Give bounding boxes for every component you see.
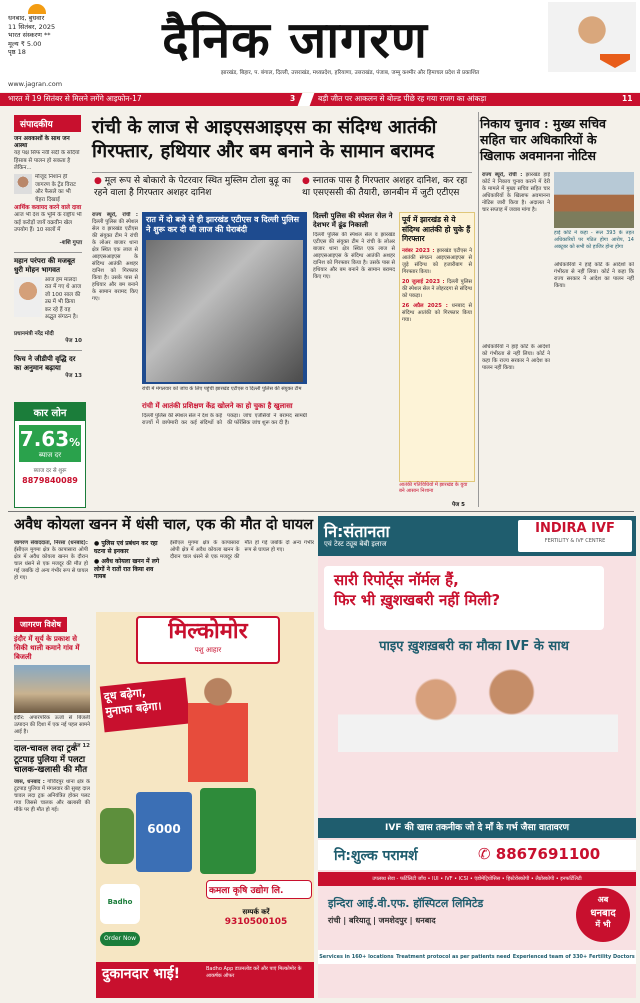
- lead-bullet-2-text: स्नातक पास है गिरफ्तार अशहर दानिश, कर रहा था एसएससी की तैयारी, छानबीन में जुटी एटीएस: [302, 176, 468, 198]
- timeline-date: 26 अप्रैल 2025 :: [402, 302, 448, 309]
- car-loan-rate: 7.63: [19, 427, 70, 451]
- ivf-footer-item: Experienced team of 330+ Fertility Doctors: [512, 954, 635, 960]
- lead-rule: [92, 172, 472, 173]
- fitch-headline[interactable]: फिच ने जीडीपी वृद्धि दर का अनुमान बढ़ाया: [14, 354, 76, 372]
- special-cell-text: दिल्ली पुलिस की स्पेशल सेल व झारखंड एटीएस की संयुक्त टीम ने रांची के लोअर बाजार थाना क्षेत्र स्थित एक लाज से आइएसआइएस के संदिग्ध आतंकी अशहर दानिश को गिरफ्तार किया है। उसके पास से हथियार और बम बनाने के सामान बरामद किए गए।: [313, 232, 395, 280]
- ivf-ad[interactable]: [318, 516, 636, 998]
- mining-dateline: जागरण संवाददाता, निरसा (धनबाद):: [14, 540, 88, 546]
- slogan-bottom: मुनाफा बढ़ेगा।: [104, 699, 163, 719]
- special-cell-title[interactable]: दिल्ली पुलिस की स्पेशल सेल ने देशभर में ढूंढ निकाली: [313, 212, 393, 229]
- ivf-brand: INDIRA IVF: [535, 521, 615, 536]
- chart-caption: आतंकी गतिविधियों में झारखंड के युवा बने आसान निशाना: [399, 482, 468, 494]
- shopkeeper-text: दुकानदार भाई!: [102, 966, 180, 982]
- mining-headline[interactable]: अवैध कोयला खनन में धंसी चाल, एक की मौत दो घायल: [14, 516, 314, 533]
- slogan-top: दूध बढ़ेगा,: [103, 685, 147, 704]
- badge-top: अब: [597, 895, 609, 904]
- masthead: [0, 0, 640, 92]
- milkomor-brand: मिल्कोमोर: [168, 619, 248, 644]
- special-cell-story: [313, 212, 395, 502]
- dal-story: [14, 740, 90, 979]
- ivf-footer: [318, 950, 636, 964]
- ivf-header-sub: एवं टेस्ट ट्यूब बेबी इलाज: [324, 540, 387, 548]
- ivf-header: [318, 516, 636, 556]
- timeline-date: नवंबर 2023 :: [402, 247, 435, 254]
- ivf-header-left: नि:संतानता: [324, 522, 390, 541]
- mining-bullet-text: पुलिस एवं प्रबंधन कर रहा घटना से इनकार: [94, 540, 158, 555]
- badge-mid: धनबाद: [590, 908, 616, 919]
- lead-headline[interactable]: रांची के लाज से आइएसआइएस का संदिग्ध आतंकी गिरफ्तार, हथियार और बम बनाने के सामान बरामद: [92, 117, 437, 162]
- ivf-q2: फिर भी ख़ुशखबरी नहीं मिली?: [334, 591, 501, 609]
- mining-body: [14, 540, 88, 608]
- mining-bullet: ● पुलिस एवं प्रबंधन कर रहा घटना से इनकार: [94, 540, 158, 555]
- dal-body: [14, 779, 90, 979]
- editions-line: झारखंड, बिहार, प. बंगाल, दिल्ली, उत्तराखंड, मध्यप्रदेश, हरियाणा, उत्तराखंड, पंजाब, जम्मू कश्मीर और हिमाचल प्रदेश से प्रकाशित: [220, 70, 480, 76]
- headline-strip: [0, 93, 640, 106]
- badho-note: Badho App डाउनलोड करें और पाएं मिल्कोमोर के आकर्षक ऑफर: [206, 966, 302, 979]
- lead-bullet-1: ● मूल रूप से बोकारो के पेटरवार स्थित मुस्लिम टोला बुढ़ू का रहने वाला है गिरफ्तार अशहर दानिश: [94, 176, 291, 198]
- newspaper-brand[interactable]: दैनिक जागरण: [162, 10, 428, 69]
- right-dateline: राज्य ब्यूरो, रांची :: [482, 172, 523, 178]
- ivf-phone[interactable]: [478, 845, 600, 863]
- feed-bag-green: [200, 788, 256, 874]
- vishesh-text: इंदौर: अपारंपरिक ऊर्जा से बिजली उत्पादन की दिशा में एक नई पहल सामने आई है।: [14, 715, 90, 735]
- photo-headline: रात में दो बजे से ही झारखंड एटीएस व दिल्ली पुलिस ने शुरू कर दी थी लाज की घेराबंदी: [146, 215, 299, 234]
- strip-right-page: 11: [622, 94, 633, 103]
- right-body-text: झारखंड हाई कोर्ट ने निकाय चुनाव कराने में देरी के मामले में मुख्य सचिव सहित चार अधिकारियों के खिलाफ अवमानना नोटिस जारी किया है। अदालत ने चार सप्ताह में जवाब मांगा है।: [482, 172, 550, 213]
- editorial-item-title[interactable]: जन अवकाशों के साथ जन आस्था: [14, 136, 70, 149]
- court-photo: [554, 172, 634, 228]
- column-rule: [478, 112, 479, 507]
- section-rule: [8, 511, 634, 512]
- kamla-company: कमला कृषि उद्योग लि.: [209, 886, 284, 896]
- chart-page[interactable]: पेज 5: [452, 502, 465, 508]
- mining-body-text: ईसीएल मुगमा क्षेत्र के कापासारा ओपी क्षेत्र में अवैध कोयला खनन के दौरान चाल धंसने से एक मजदूर की मौत हो गई जबकि दो अन्य गंभीर रूप से घायल हो गए।: [14, 547, 88, 581]
- timeline-date: 20 जुलाई 2023 :: [402, 278, 445, 285]
- car-loan-title: कार लोन: [15, 403, 85, 421]
- opinion-author: प्रधानमंत्री नरेंद्र मोदी: [14, 330, 54, 337]
- sun-logo-icon: [28, 4, 46, 14]
- sub-body: दिल्ली पुलिस की स्पेशल सेल ने देश के कई राज्यों में छापेमारी कर कई संदिग्धों को पकड़ा। जांच एजेंसियों ने बरामद सामग्री की फोरेंसिक जांच शुरू कर दी है।: [142, 413, 307, 426]
- ivf-services: उपलब्ध सेवा - फर्टिलिटी जाँच • IUI • IVF • ICSI • एंडोमेट्रियोसिस • हिस्टेरोस्कोपी • लैप्रोस्कोपी • इनफर्टिलिटी: [318, 872, 636, 886]
- right-body-3: अधिकारियों ने हाई कोर्ट के आदेशों को गंभीरता से नहीं लिया। कोर्ट ने कहा कि राज्य सरकार ने आदेश का पालन नहीं किया।: [482, 344, 550, 371]
- mining-bullet: ● अवैध कोयला खनन में लगे लोगों ने रातों रात किया शव गायब: [94, 558, 160, 580]
- date-line: पृष्ठ 18: [8, 48, 26, 56]
- editorial-item-text: यह पक्ष सिफ नवी सदी के सदियों हिसाब से पालन हो सकता है लेकिन...: [14, 150, 80, 171]
- ivf-tagline: IVF की खास तकनीक जो दे माँ के गर्भ जैसा वातावरण: [318, 818, 636, 838]
- ivf-footer-item: Services in 160+ locations: [319, 954, 394, 960]
- ivf-phone-number: 8867691100: [495, 845, 601, 863]
- celebrity-image: [188, 672, 248, 782]
- editorial-author: -शशि गुप्ता: [59, 240, 82, 246]
- order-now-button[interactable]: Order Now: [100, 932, 140, 946]
- date-block: [8, 14, 78, 57]
- date-line: 11 सितंबर, 2025: [8, 22, 56, 31]
- modi-photo: [14, 277, 42, 317]
- vishesh-headline[interactable]: इंदौर में सूर्य के प्रकाश से सिकी थाली कमाने गांव में बिजली: [14, 635, 80, 661]
- lead-bullet-2: ● स्नातक पास है गिरफ्तार अशहर दानिश, कर रहा था एसएससी की तैयारी, छानबीन में जुटी एटीएस: [302, 176, 468, 198]
- lead-photo-block: [142, 212, 307, 384]
- lead-body-text: दिल्ली पुलिस की स्पेशल सेल व झारखंड एटीएस की संयुक्त टीम ने रांची के लोअर बाजार थाना क्षेत्र स्थित एक लाज से आइएसआइएस के संदिग्ध आतंकी अशहर दानिश को गिरफ्तार किया है। उसके पास से हथियार और बम बनाने के सामान बरामद किए गए।: [92, 219, 138, 302]
- right-body-2: अधिकारियों ने हाई कोर्ट के आदेशों को गंभीरता से नहीं लिया। कोर्ट ने कहा कि राज्य सरकार ने आदेश का पालन नहीं किया।: [554, 262, 634, 289]
- strip-right-text[interactable]: बड़ी जीत पर आकलन से बोल्ड पीछे रह गया राजग का आंकड़ा: [318, 94, 487, 103]
- timeline-text: धनबाद से संदिग्ध आतंकी को गिरफ्तार किया गया।: [402, 302, 472, 323]
- car-loan-ad[interactable]: [14, 402, 86, 508]
- car-loan-phone[interactable]: 8879840089: [22, 476, 78, 485]
- right-headline[interactable]: निकाय चुनाव : मुख्य सचिव सहित चार अधिकारियों के खिलाफ अवमानना नोटिस: [480, 116, 606, 163]
- site-url[interactable]: www.jagran.com: [8, 80, 63, 88]
- mining-body-2: ईसीएल मुगमा क्षेत्र के कापासारा ओपी क्षेत्र में अवैध कोयला खनन के दौरान चाल धंसने से एक मजदूर की मौत हो गई जबकि दो अन्य गंभीर रूप से घायल हो गए।: [170, 540, 314, 560]
- mining-bullets: [94, 540, 166, 581]
- milkomor-phone[interactable]: 9310500105: [224, 917, 288, 927]
- cow-image: [100, 808, 134, 864]
- ivf-hospital: इन्दिरा आई.वी.एफ. हॉस्पिटल लिमिटेड: [328, 897, 484, 910]
- vishesh-photo: [14, 665, 90, 713]
- dhanbad-badge: [576, 888, 630, 942]
- phone-icon: ✆: [478, 845, 496, 863]
- jagran-vishesh: [14, 612, 90, 751]
- dal-headline[interactable]: दाल-चावल लदा ट्रक टूटपाड़ पुलिया में पलटा चालक-खलासी की मौत: [14, 744, 88, 775]
- dal-dateline: जास, धनबाद :: [14, 778, 45, 785]
- timeline-box: [399, 212, 475, 482]
- photo-caption: रांची में मंगलवार को जांच के लिए पहुंची झारखंड एटीएस व दिल्ली पुलिस की संयुक्त टीम: [142, 386, 302, 392]
- ivf-answer: पाइए ख़ुशख़बरी का मौका IVF के साथ: [379, 639, 569, 654]
- court-photo-caption: हाई कोर्ट ने कहा - रूल 393 के तहत अधिकारियों पर गठित होगा आरोप, 14 अक्टूबर को सभी को हाजिर होना होगा: [554, 230, 634, 250]
- right-body: [482, 172, 550, 342]
- opinion-text: आज हम मालदा रात में गए थे आज जो 100 साल की उम्र में भी क्रिया कर रहे हैं वह अद्भुत संगठन है।: [44, 276, 82, 320]
- fitch-page[interactable]: पेज 13: [65, 372, 82, 379]
- contact-label: सम्पर्क करें: [242, 908, 270, 916]
- mining-bullet-text: अवैध कोयला खनन में लगे लोगों ने रातों रात किया शव गायब: [94, 558, 160, 580]
- date-line: धनबाद, बुधवार: [8, 14, 45, 22]
- vishesh-page[interactable]: पेज 12: [73, 743, 90, 749]
- sub-headline[interactable]: रांची में आतंकी प्रशिक्षण केंद्र खोलने का हो चुका है खुलासा: [142, 402, 293, 410]
- badho-logo[interactable]: Badho: [100, 884, 140, 924]
- editorial-tag: संपादकीय: [14, 115, 81, 132]
- timeline-title: पूर्व में झारखंड से ये संदिग्ध आतंकी हो चुके हैं गिरफ्तार: [402, 215, 471, 243]
- feed-bag-blue: [136, 792, 192, 872]
- dal-body-text: गोविंदपुर थाना क्षेत्र के टूटपाड़ पुलिया में मंगलवार की सुबह दाल चावल लदा ट्रक अनियंत्रित होकर पलट गया जिससे चालक और खलासी की मौके पर ही मौत हो गई।: [14, 778, 90, 813]
- ivf-cities: रांची | बरियातू | जमशेदपुर | धनबाद: [328, 916, 436, 925]
- timeline-text: दिल्ली पुलिस की स्पेशल सेल ने लोहरदगा से संदिग्ध को पकड़ा।: [402, 278, 472, 299]
- strip-left-page: 3: [290, 94, 296, 103]
- ivf-brand-sub: FERTILITY & IVF CENTRE: [544, 538, 606, 544]
- author-photo: [14, 174, 32, 194]
- editorial-item-text: आज भी देश के भूमि के राष्ट्रीय भी कई करोड़ों जायें वक्रवीन खेल उपयोग हैं। 10 सालों में: [14, 212, 82, 233]
- lead-bullet-1-text: मूल रूप से बोकारो के पेटरवार स्थित मुस्लिम टोला बुढ़ू का रहने वाला है गिरफ्तार अशहर दानिश: [94, 176, 291, 198]
- lead-body: [92, 212, 138, 507]
- strip-left-text[interactable]: भारत में 19 सितंबर से मिलने लगेंगे आइफोन-17: [8, 94, 142, 103]
- badge-bot: में भी: [595, 920, 611, 929]
- timeline-text: झारखंड एटीएस ने आतंकी संगठन आइएसआइएस से जुड़े संदिग्ध को हजारीबाग से गिरफ्तार किया।: [402, 247, 472, 275]
- date-line: भारत संस्करण **: [8, 31, 51, 39]
- milkomor-ad[interactable]: [96, 612, 314, 998]
- opinion-page[interactable]: पेज 10: [65, 338, 82, 344]
- lead-dateline: राज्य ब्यूरो, रांची :: [92, 212, 138, 218]
- lead-photo: [146, 240, 303, 382]
- couple-image: [338, 662, 618, 812]
- jagran-vishesh-tag: जागरण विशेष: [14, 617, 67, 632]
- car-loan-sub: ब्याज दर: [38, 451, 62, 459]
- ivf-q1: सारी रिपोर्ट्स नॉर्मल हैं,: [334, 571, 459, 589]
- editorial-item-title[interactable]: आर्थिक कवायद करने वाले दावा: [14, 205, 82, 211]
- opinion-title[interactable]: महान परंपरा की मजबूत धुरी मोहन भागवत: [14, 256, 75, 274]
- editorial-item-text: मौजूद निशान ही जागरण के ट्रेंड विराट और फैसले का भी चेहरा दिखाई: [35, 174, 76, 202]
- car-loan-percent: %: [69, 436, 81, 449]
- bag-label: 6000: [147, 822, 181, 836]
- ivf-footer-item: Treatment protocol as per patients need: [396, 954, 511, 960]
- ivf-consult: नि:शुल्क परामर्श: [334, 848, 418, 864]
- left-sidebar: [14, 112, 82, 380]
- milkomor-tag: पशु आहार: [194, 646, 222, 654]
- car-loan-note: ब्याज दर से शुरू: [33, 468, 67, 474]
- date-line: मूल्य ₹ 5.00: [8, 39, 42, 48]
